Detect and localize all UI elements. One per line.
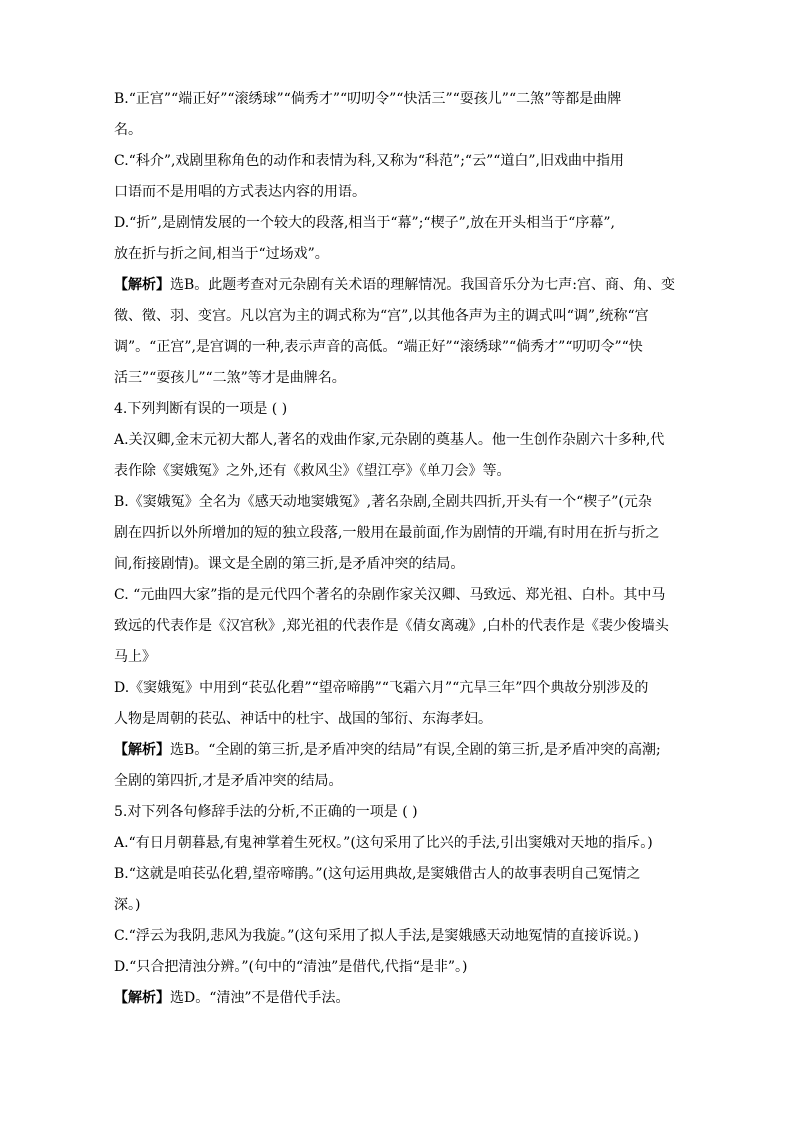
text-line: 全剧的第四折,才是矛盾冲突的结局。: [114, 773, 343, 789]
question-5: 5.对下列各句修辞手法的分析,不正确的一项是 ( ): [114, 804, 418, 820]
text-line: 间,衔接剧情)。课文是全剧的第三折,是矛盾冲突的结局。: [114, 556, 465, 572]
text-line: C.“科介”,戏剧里称角色的动作和表情为科,又称为“科范”;“云”“道白”,旧戏曲中指用: [114, 153, 624, 169]
text-line: D.“只合把清浊分辨。”(句中的“清浊”是借代,代指“是非”。): [114, 959, 468, 975]
text-line: B.《窦娥冤》全名为《感天动地窦娥冤》,著名杂剧,全剧共四折,开头有一个“楔子”(元杂: [114, 494, 652, 510]
text-line: C.“浮云为我阴,悲风为我旋。”(这句采用了拟人手法,是窦娥感天动地冤情的直接诉说。): [114, 928, 639, 944]
text-line: D.“折”,是剧情发展的一个较大的段落,相当于“幕”;“楔子”,放在开头相当于“序幕”,: [114, 215, 615, 231]
text-line: 剧在四折以外所增加的短的独立段落,一般用在最前面,作为剧情的开端,有时用在折与折之: [114, 525, 660, 541]
text-line: A.关汉卿,金末元初大都人,著名的戏曲作家,元杂剧的奠基人。他一生创作杂剧六十多种,代: [114, 432, 665, 448]
question-4: 4.下列判断有误的一项是 ( ): [114, 401, 288, 417]
text-line: A.“有日月朝暮悬,有鬼神掌着生死权。”(这句采用了比兴的手法,引出窦娥对天地的指斥。): [114, 835, 653, 851]
analysis-text: 选D。“清浊”不是借代手法。: [170, 990, 350, 1006]
text-line: 深。): [114, 897, 141, 913]
text-line: 表作除《窦娥冤》之外,还有《救风尘》《望江亭》《单刀会》等。: [114, 463, 511, 479]
text-line: 人物是周朝的苌弘、神话中的杜宇、战国的邹衍、东海孝妇。: [114, 711, 492, 727]
text-line: B.“这就是咱苌弘化碧,望帝啼鹃。”(这句运用典故,是窦娥借古人的故事表明自己冤情之: [114, 866, 641, 882]
text-line: 口语而不是用唱的方式表达内容的用语。: [114, 184, 366, 200]
analysis-tag: 【解析】: [114, 990, 170, 1006]
analysis-line: [114, 274, 684, 296]
analysis-line: [114, 739, 684, 761]
text-line: B.“正宫”“端正好”“滚绣球”“倘秀才”“叨叨令”“快活三”“耍孩儿”“二煞”等都是曲牌: [114, 91, 622, 107]
analysis-line: [114, 987, 684, 1009]
text-line: 名。: [114, 122, 142, 138]
analysis-tag: 【解析】: [114, 277, 170, 293]
text-line: 徵、徵、羽、变宫。凡以宫为主的调式称为“宫”,以其他各声为主的调式叫“调”,统称“宫: [114, 308, 649, 324]
text-line: 致远的代表作是《汉宫秋》,郑光祖的代表作是《倩女离魂》,白朴的代表作是《裴少俊墙头: [114, 618, 669, 634]
text-line: D.《窦娥冤》中用到“苌弘化碧”“望帝啼鹃”“飞霜六月”“亢旱三年”四个典故分别涉及的: [114, 680, 649, 696]
text-line: C. “元曲四大家”指的是元代四个著名的杂剧作家关汉卿、马致远、郑光祖、白朴。其中马: [114, 587, 666, 603]
text-line: 调”。“正宫”,是宫调的一种,表示声音的高低。“端正好”“滚绣球”“倘秀才”“叨叨令”“快: [114, 339, 643, 355]
analysis-text: 选B。此题考查对元杂剧有关术语的理解情况。我国音乐分为七声:宫、商、角、变: [170, 277, 676, 293]
text-line: 活三”“耍孩儿”“二煞”等才是曲牌名。: [114, 370, 346, 386]
text-line: 马上》: [114, 649, 156, 665]
analysis-tag: 【解析】: [114, 742, 170, 758]
analysis-text: 选B。“全剧的第三折,是矛盾冲突的结局”有误,全剧的第三折,是矛盾冲突的高潮;: [170, 742, 661, 758]
document-page: [114, 88, 684, 1018]
text-line: 放在折与折之间,相当于“过场戏”。: [114, 246, 329, 262]
